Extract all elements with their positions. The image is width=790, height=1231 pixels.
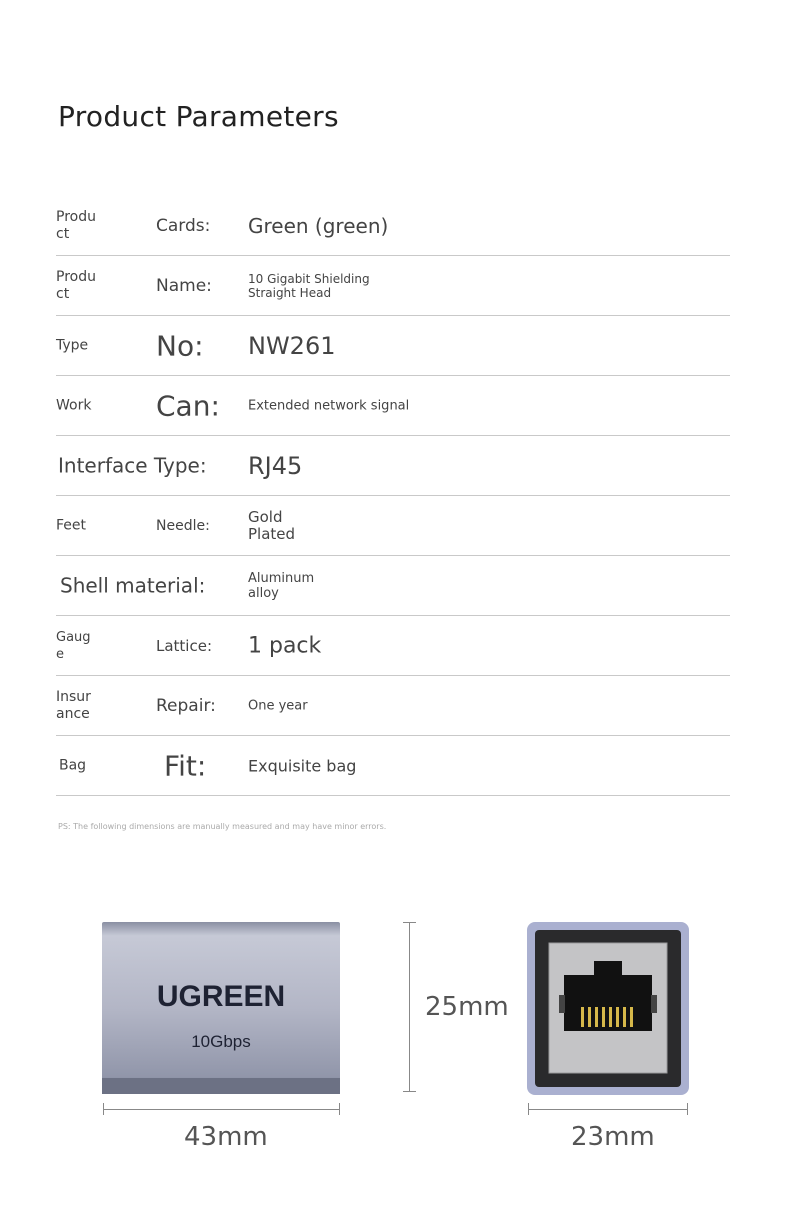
row-key: Cards: [156, 215, 211, 236]
width-label: 43mm [184, 1122, 268, 1152]
row-label: Work [56, 397, 92, 413]
height-tick-top [403, 922, 416, 923]
row-label: Product [56, 268, 96, 302]
row-key: Name: [156, 275, 212, 296]
depth-label: 23mm [571, 1122, 655, 1152]
row-value: 1 pack [248, 633, 322, 658]
width-tick-right [339, 1103, 340, 1115]
row-label: Shell material: [60, 573, 206, 597]
table-row [56, 256, 730, 316]
table-row [56, 316, 730, 376]
row-key: No: [156, 329, 204, 362]
row-label: Type [56, 337, 89, 353]
row-value: Aluminum alloy [248, 570, 315, 601]
row-value: NW261 [248, 331, 336, 360]
row-value: Extended network signal [248, 398, 410, 413]
table-row [56, 616, 730, 676]
height-tick-bottom [403, 1091, 416, 1092]
depth-tick-right [687, 1103, 688, 1115]
depth-tick-left [528, 1103, 529, 1115]
row-label: Feet [56, 517, 87, 533]
row-key: Fit: [164, 749, 207, 782]
speed-label: 10Gbps [191, 1032, 251, 1051]
table-row [56, 556, 730, 616]
row-key: Lattice: [156, 636, 213, 655]
width-dimension-line [103, 1109, 340, 1110]
brand-logo: UGREEN [156, 980, 286, 1013]
adapter-port-image [526, 921, 690, 1096]
row-value: 10 Gigabit Shielding Straight Head [248, 271, 370, 300]
depth-dimension-line [528, 1109, 688, 1110]
table-row [56, 736, 730, 796]
row-value: One year [248, 698, 308, 713]
measurement-note: PS: The following dimensions are manually measured and may have minor errors. [58, 822, 387, 831]
row-value: Gold Plated [248, 507, 296, 543]
row-label: Interface Type: [58, 453, 207, 477]
table-row [56, 196, 730, 256]
parameters-table [56, 196, 730, 796]
row-label: Insurance [56, 688, 91, 722]
table-row [56, 376, 730, 436]
row-label: Product [56, 208, 96, 242]
table-row [56, 436, 730, 496]
row-key: Repair: [156, 695, 216, 716]
table-row [56, 496, 730, 556]
row-label: Bag [59, 757, 87, 773]
row-key: Can: [156, 389, 220, 422]
height-dimension-line [409, 922, 410, 1092]
page-title: Product Parameters [58, 100, 339, 133]
row-key: Needle: [156, 517, 210, 534]
row-value: RJ45 [248, 451, 303, 480]
width-tick-left [103, 1103, 104, 1115]
adapter-front-image [100, 920, 342, 1096]
height-label: 25mm [425, 992, 509, 1022]
table-row [56, 676, 730, 736]
row-value: Exquisite bag [248, 756, 357, 775]
row-value: Green (green) [248, 213, 389, 238]
row-label: Gauge [56, 629, 91, 662]
